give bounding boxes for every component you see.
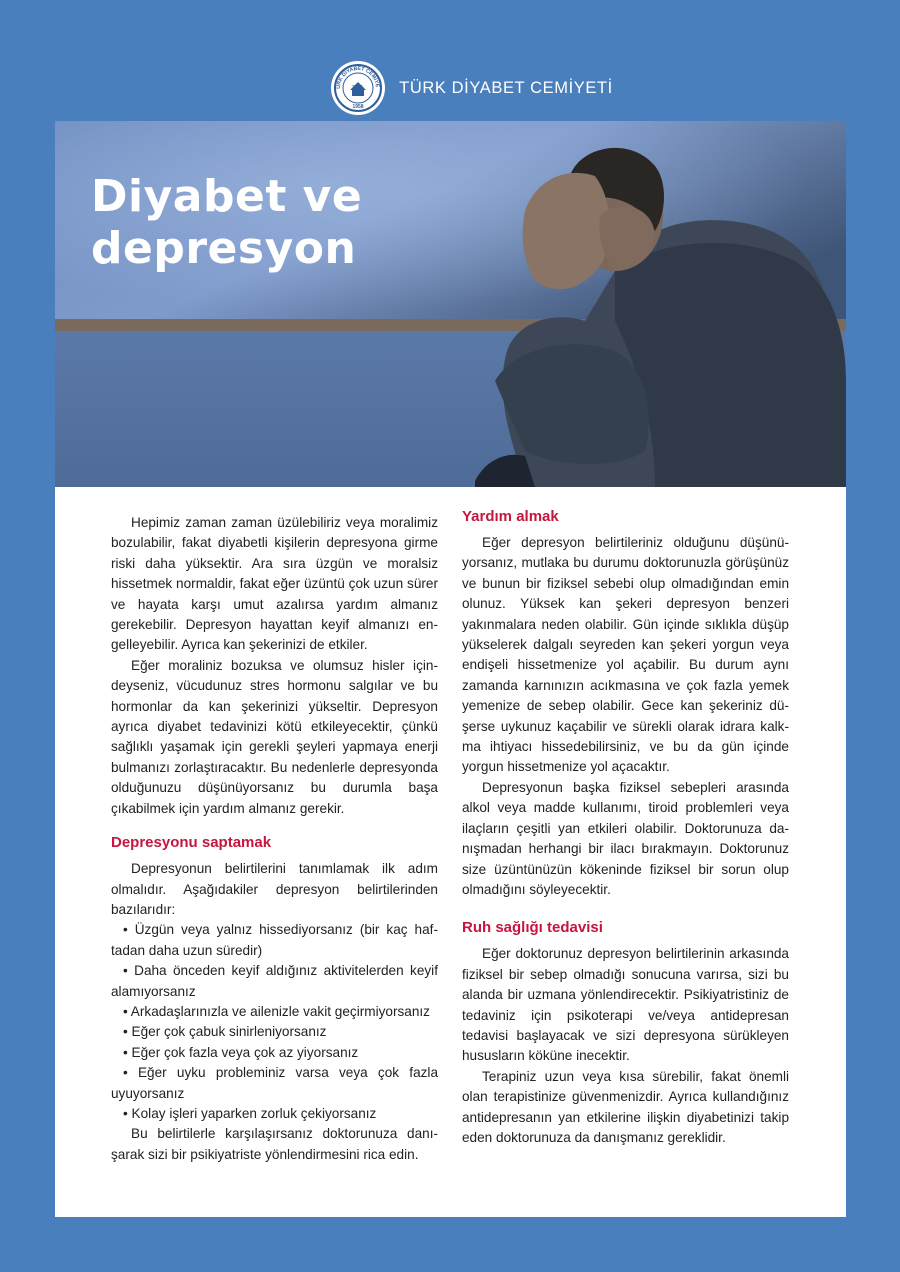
section-outro: Bu belirtilerle karşılaşırsanız doktorunuza danışarak sizi bir psikiyatriste yönlendirmesini rica edin. [111, 1126, 438, 1162]
list-item: • Kolay işleri yaparken zorluk çekiyorsanız [111, 1104, 438, 1124]
logo-year: 1958 [352, 104, 364, 110]
right-column [462, 507, 789, 1148]
treatment-paragraph: Terapiniz uzun veya kısa sürebilir, fakat önemli olan terapistinize güvenmenizdir. Ayrıca kullandığınız antidepresanın yan etkilerine ilişkin diyabetinizi takip eden doktorunuza da danışmanız gereklidir. [462, 1068, 789, 1145]
tdc-seal-icon [333, 63, 383, 113]
intro-paragraph: Hepimiz zaman zaman üzülebiliriz veya moralimiz bozulabilir, fakat diyabetli kişilerin depresyona girme riski daha yüksektir. Ara sıra üzgün ve moralsiz hissetmek normaldir, fakat eğer üzüntü çok uzun sürer ve hayata karşı umut azalırsa yardım almanız gerekebilir. Depresyon hayattan keyif almanızı engelleyebilir. Ayrıca kan şekerinizi de etkiler. [111, 515, 438, 653]
help-paragraph: Eğer depresyon belirtileriniz olduğunu düşünüyorsanız, mutlaka bu durumu doktorunuzla görüşünüz ve bunun bir fiziksel sebebi olup olmadığından emin olunuz. Yüksek kan şekeri depresyon benzeri yakınmalara neden olabilir. Gün içinde sıklıkla düşüp yükselerek dalgalı seyreden kan şekeri yorgun veya endişeli hissetmenize yol açabilir. Bu durum aynı zamanda karnınızın acıkmasına ve çok fazla yemek yemenize de sebep olabilir. Gece kan şekeriniz düşerse uykunuz kaçabilir ve sürekli olarak idrara kalkma ihtiyacı hissedebilirsiniz, ve bu da gün içinde yorgun hissetmenize yol açacaktır. [462, 535, 789, 775]
list-item: • Eğer uyku probleminiz varsa veya çok fazla uyuyorsanız [111, 1063, 438, 1104]
left-column [111, 513, 438, 1165]
section-heading-detect: Depresyonu saptamak [111, 834, 272, 852]
list-item: • Eğer çok fazla veya çok az yiyorsanız [111, 1043, 438, 1063]
list-item: • Üzgün veya yalnız hissediyorsanız (bir kaç haftadan daha uzun süredir) [111, 920, 438, 961]
article-card [55, 121, 846, 1217]
tdc-logo [331, 61, 385, 115]
list-item: • Arkadaşlarınızla ve ailenizle vakit geçirmiyorsanız [111, 1002, 438, 1022]
section-intro: Depresyonun belirtilerini tanımlamak ilk adım olmalıdır. Aşağıdakiler depresyon belirtilerinden bazılarıdır: [111, 861, 438, 917]
intro-paragraph: Eğer moraliniz bozuksa ve olumsuz hisler içindeyseniz, vücudunuz stres hormonu salgılar ve bu hormonlar da kan şekerinizi yükseltir. Depresyon ayrıca diyabet tedavinizi kötü etkileyecektir, çünkü sağlıklı yaşamak için gerekli şeyleri yapmaya enerji bulmanızı zorlaştıracaktır. Bu nedenlerle depresyonda olduğunuzu düşünüyorsanız bu durumla başa çıkabilmek için yardım almanız gerekir. [111, 657, 438, 816]
list-item: • Daha önceden keyif aldığınız aktivitelerden keyif alamıyorsanız [111, 961, 438, 1002]
treatment-paragraph: Eğer doktorunuz depresyon belirtilerinin arkasında fiziksel bir sebep olmadığı sonucuna varırsa, sizi bu alanda bir uzmana yönlendirecektir. Psikiyatristiniz de tedaviniz için psikoterapi ve/veya antidepresan tedavisi başlayacak ve sizi depresyona sürükleyen hususların köküne inecektir. [462, 946, 789, 1064]
page-header [0, 60, 900, 116]
page-title: Diyabet ve depresyon [91, 171, 363, 274]
logo-initials: T.D.C. [351, 84, 365, 89]
help-paragraph: Depresyonun başka fiziksel sebepleri arasında alkol veya madde kullanımı, tiroid problemleri veya ilaçların çeşitli yan etkileri olabilir. Doktorunuza danışmadan herhangi bir ilacı bırakmayın. Doktorunuz size üzüntünüzün kökeninde fiziksel bir sorun olup olmadığını söyleyecektir. [462, 779, 789, 897]
section-heading-treatment: Ruh sağlığı tedavisi [462, 919, 603, 937]
list-item: • Eğer çok çabuk sinirleniyorsanız [111, 1022, 438, 1042]
logo-ring-text: ÜRK DİYABET CEMİYE [336, 65, 381, 89]
hero-banner [55, 121, 846, 487]
symptom-list [111, 920, 438, 1124]
section-heading-help: Yardım almak [462, 508, 559, 525]
org-name: TÜRK DİYABET CEMİYETİ [399, 78, 613, 97]
